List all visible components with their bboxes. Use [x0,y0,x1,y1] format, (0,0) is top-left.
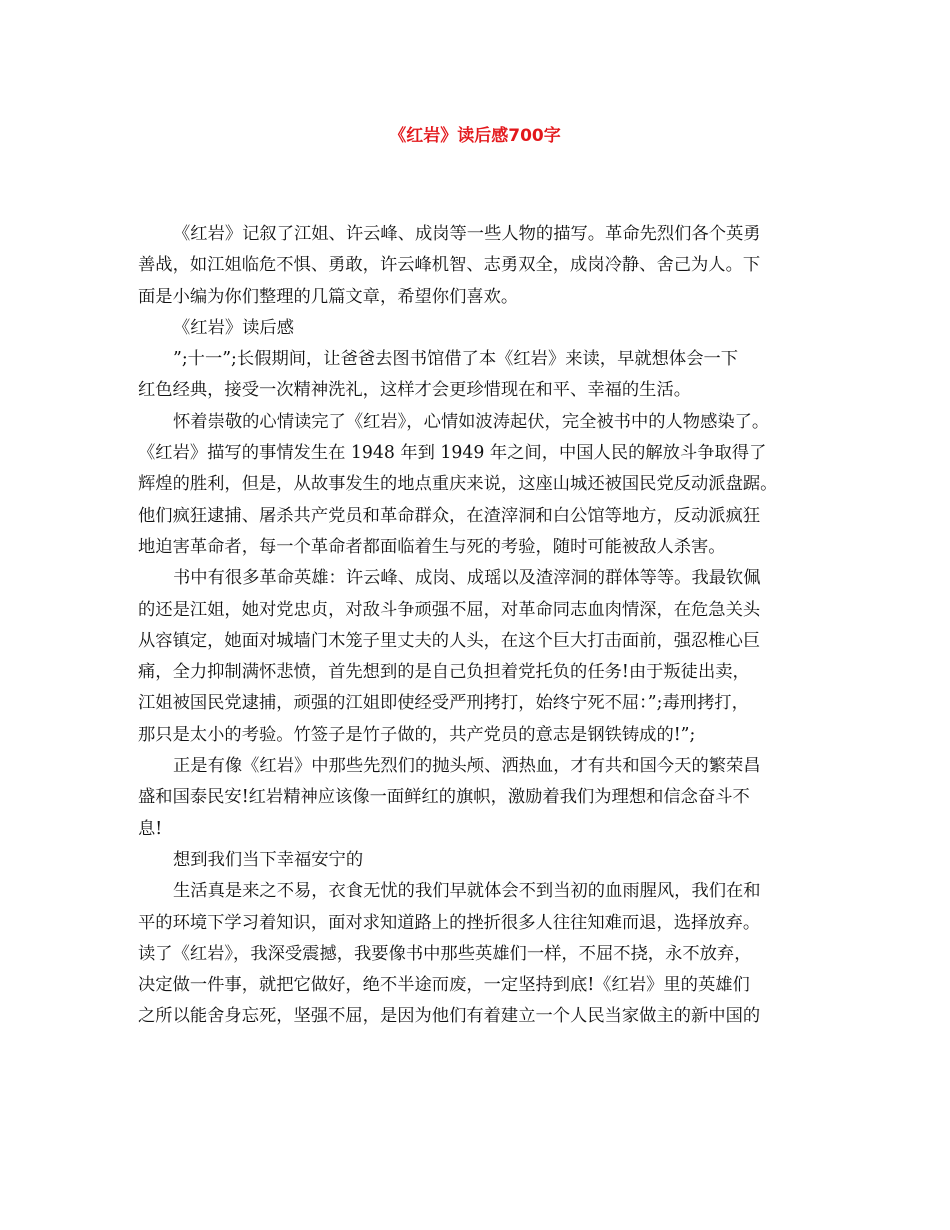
text-line: 从容镇定，她面对城墙门木笼子里丈夫的人头，在这个巨大打击面前，强忍椎心巨 [138,630,761,651]
text-line: 之所以能舍身忘死，坚强不屈，是因为他们有着建立一个人民当家做主的新中国的 [138,1006,761,1027]
text-line: 盛和国泰民安!红岩精神应该像一面鲜红的旗帜，激励着我们为理想和信念奋斗不 [138,787,750,808]
document-title: 《红岩》读后感700字 [389,126,561,146]
text-line: 《红岩》描写的事情发生在 1948 年到 1949 年之间，中国人民的解放斗争取得了 [138,443,767,464]
text-line: 红色经典，接受一次精神洗礼，这样才会更珍惜现在和平、幸福的生活。 [138,380,692,401]
text-line: 地迫害革命者，每一个革命者都面临着生与死的考验，随时可能被敌人杀害。 [138,536,726,557]
text-line: 正是有像《红岩》中那些先烈们的抛头颅、洒热血，才有共和国今天的繁荣昌 [173,756,761,777]
text-line: 书中有很多革命英雄：许云峰、成岗、成瑶以及渣滓洞的群体等等。我最钦佩 [173,568,761,589]
text-line: 想到我们当下幸福安宁的 [173,849,364,870]
document-body [138,219,818,1033]
text-line: 他们疯狂逮捕、屠杀共产党员和革命群众，在渣滓洞和白公馆等地方，反动派疯狂 [138,505,761,526]
text-line: 江姐被国民党逮捕，顽强的江姐即使经受严刑拷打，始终宁死不屈：”;毒刑拷打， [138,693,749,714]
text-line: 痛，全力抑制满怀悲愤，首先想到的是自己负担着党托负的任务!由于叛徒出卖， [138,662,750,683]
text-line: 生活真是来之不易，衣食无忧的我们早就体会不到当初的血雨腥风，我们在和 [173,881,761,902]
text-line: 怀着崇敬的心情读完了《红岩》，心情如波涛起伏，完全被书中的人物感染了。 [173,411,770,432]
text-line: 面是小编为你们整理的几篇文章，希望你们喜欢。 [138,286,519,307]
text-line: 《红岩》记叙了江姐、许云峰、成岗等一些人物的描写。革命先烈们各个英勇 [173,224,761,244]
text-line: ”;十一”;长假期间，让爸爸去图书馆借了本《红岩》来读，早就想体会一下 [173,349,739,370]
text-line: 平的环境下学习着知识，面对求知道路上的挫折很多人往往知难而退，选择放弃。 [138,912,761,933]
text-line: 那只是太小的考验。竹签子是竹子做的，共产党员的意志是钢铁铸成的!”; [138,724,696,745]
text-line: 《红岩》读后感 [173,317,294,338]
text-line: 决定做一件事，就把它做好，绝不半途而废，一定坚持到底!《红岩》里的英雄们 [138,975,750,996]
text-line: 善战，如江姐临危不惧、勇敢，许云峰机智、志勇双全，成岗冷静、舍己为人。下 [138,255,761,276]
text-line: 读了《红岩》，我深受震撼，我要像书中那些英雄们一样，不屈不挠，永不放弃， [138,943,752,964]
text-line: 息! [138,818,163,839]
text-line: 的还是江姐，她对党忠贞，对敌斗争顽强不屈，对革命同志血肉情深，在危急关头 [138,599,761,620]
text-line: 辉煌的胜利，但是，从故事发生的地点重庆来说，这座山城还被国民党反动派盘踞。 [138,474,778,495]
